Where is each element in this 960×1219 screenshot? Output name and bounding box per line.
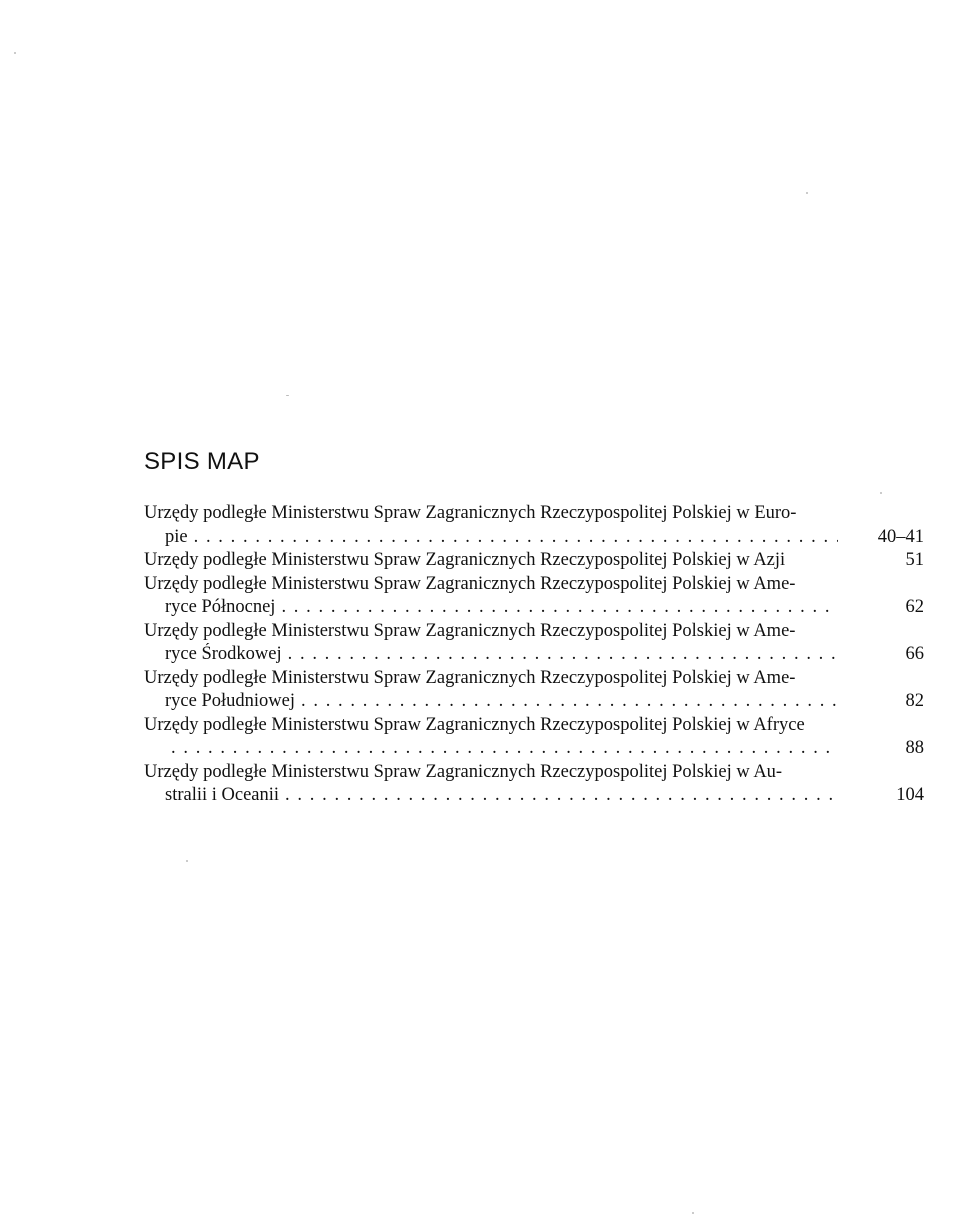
- list-item: [144, 573, 924, 620]
- entry-last-line: [144, 737, 838, 761]
- entry-text-line: Urzędy podległe Ministerstwu Spraw Zagranicznych Rzeczypospolitej Polskiej w Azji: [144, 550, 786, 570]
- entry-text-line: Urzędy podległe Ministerstwu Spraw Zagranicznych Rzeczypospolitej Polskiej w Ame-: [144, 620, 796, 641]
- list-item: [144, 761, 924, 808]
- map-list: [144, 502, 924, 808]
- entry-text-line: Urzędy podległe Ministerstwu Spraw Zagranicznych Rzeczypospolitej Polskiej w Ame-: [144, 573, 796, 594]
- list-item: [144, 502, 924, 549]
- entry-last-line: [144, 643, 838, 667]
- scan-speck: [286, 395, 289, 396]
- scan-speck: [14, 52, 16, 54]
- entry-text-line: Urzędy podległe Ministerstwu Spraw Zagranicznych Rzeczypospolitej Polskiej w Afryce: [144, 714, 805, 735]
- page-number: 40–41: [877, 526, 924, 547]
- entry-text-end: ryce Środkowej: [165, 644, 282, 664]
- dot-leader: [282, 643, 838, 667]
- page-number: 82: [905, 691, 924, 711]
- dot-leader: [295, 690, 838, 714]
- entry-text-line: Urzędy podległe Ministerstwu Spraw Zagranicznych Rzeczypospolitej Polskiej w Au-: [144, 761, 783, 782]
- page-number: 66: [905, 644, 924, 664]
- page-number: 51: [905, 550, 924, 570]
- scan-speck: [692, 1212, 694, 1214]
- page-number: 88: [905, 738, 924, 758]
- list-item: [144, 549, 924, 573]
- page-title: SPIS MAP: [144, 448, 260, 475]
- list-item: [144, 620, 924, 667]
- dot-leader: [188, 526, 838, 550]
- entry-last-line: [144, 784, 838, 808]
- page-number: 62: [905, 597, 924, 617]
- entry-text-end: stralii i Oceanii: [165, 785, 280, 805]
- entry-text-end: ryce Południowej: [165, 691, 295, 711]
- scan-speck: [880, 492, 882, 494]
- entry-last-line: [144, 596, 838, 620]
- entry-text-end: ryce Północnej: [165, 597, 276, 617]
- scan-speck: [806, 192, 808, 194]
- entry-last-line: [144, 690, 838, 714]
- entry-text-line: Urzędy podległe Ministerstwu Spraw Zagranicznych Rzeczypospolitej Polskiej w Ame-: [144, 667, 796, 688]
- entry-text-line: Urzędy podległe Ministerstwu Spraw Zagranicznych Rzeczypospolitej Polskiej w Euro-: [144, 503, 797, 523]
- list-item: [144, 714, 924, 761]
- dot-leader: [279, 784, 838, 808]
- list-item: [144, 667, 924, 714]
- dot-leader: [275, 596, 838, 620]
- entry-text-end: pie: [165, 526, 188, 547]
- dot-leader: [165, 737, 838, 761]
- scan-speck: [186, 860, 188, 862]
- entry-last-line: [144, 526, 838, 550]
- page-number: 104: [896, 785, 924, 805]
